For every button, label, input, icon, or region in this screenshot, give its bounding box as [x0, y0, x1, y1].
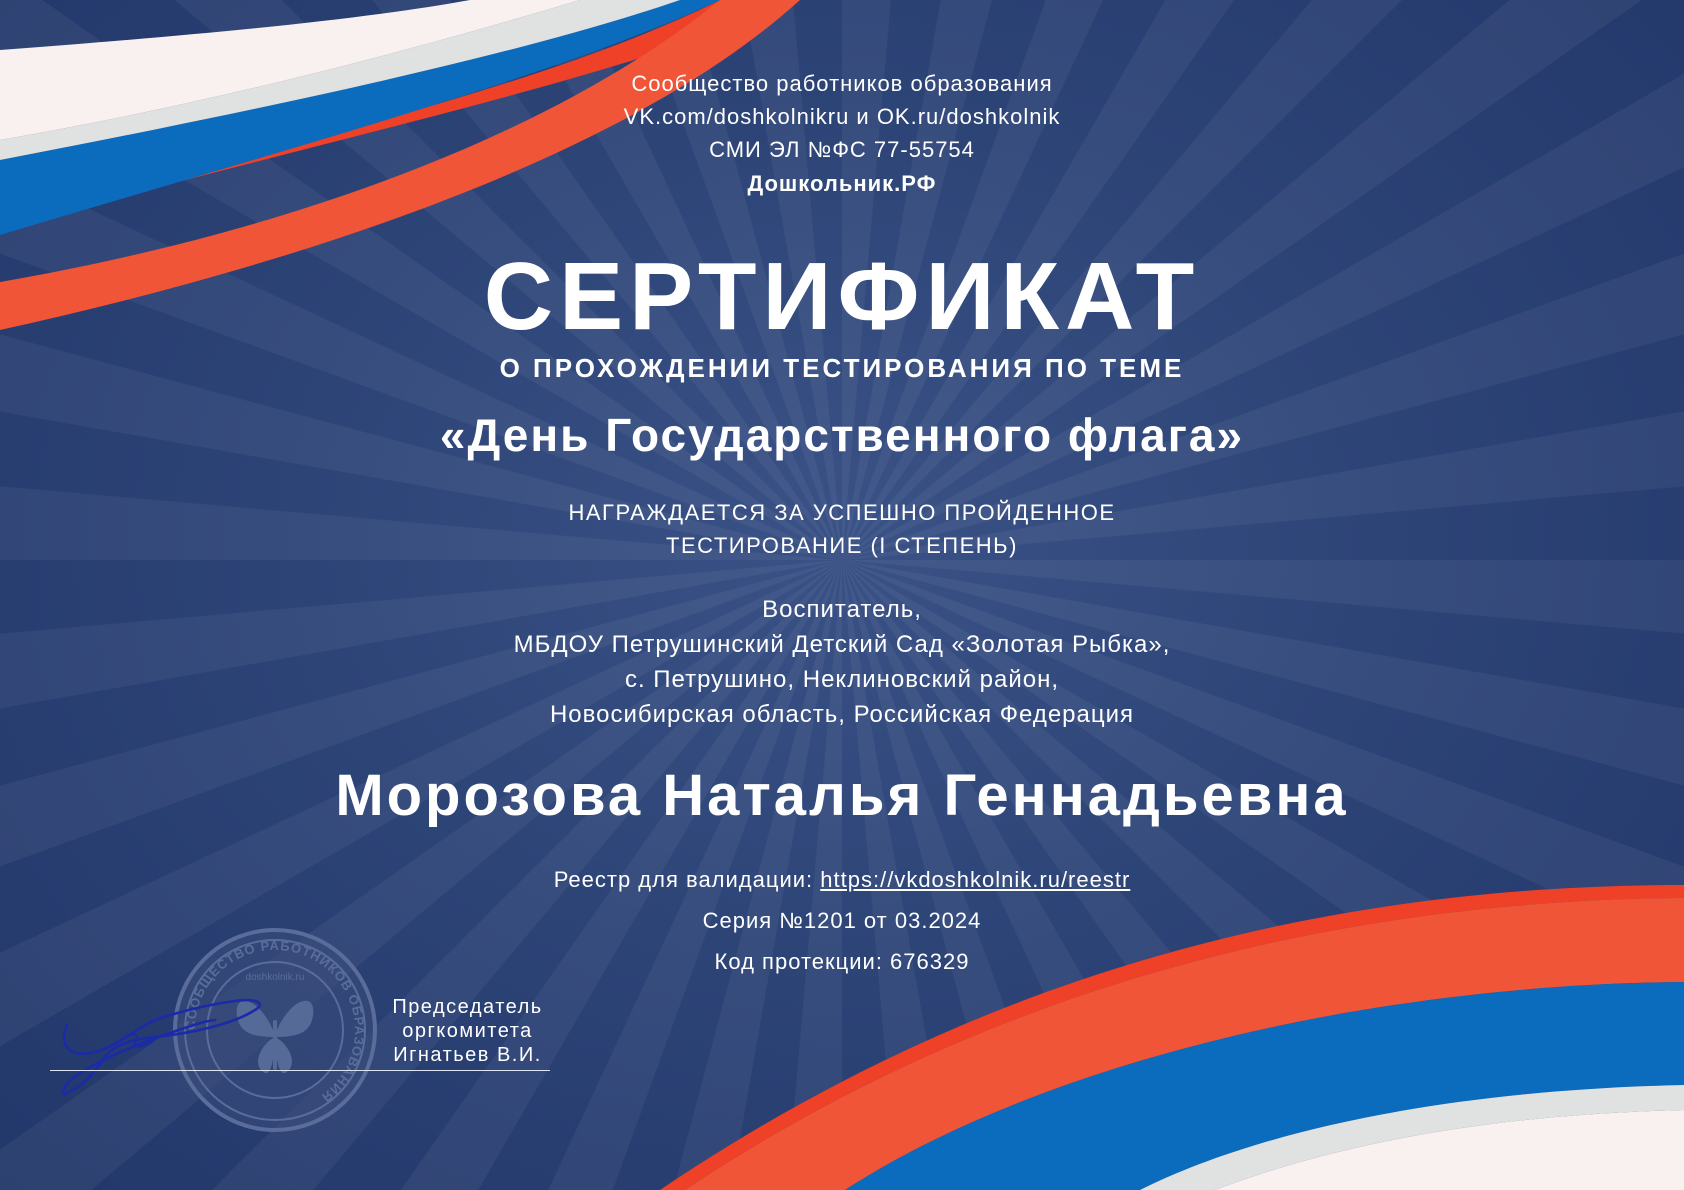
protection-code: Код протекции: 676329 — [714, 949, 970, 974]
header-community-line: Сообщество работников образования — [631, 71, 1053, 96]
registry-link[interactable]: https://vkdoshkolnik.ru/reestr — [820, 867, 1131, 892]
header-media-registration: СМИ ЭЛ №ФС 77-55754 — [709, 137, 975, 162]
recipient-name: Морозова Наталья Геннадьевна — [335, 763, 1349, 828]
recipient-region: Новосибирская область, Российская Федерация — [549, 701, 1135, 728]
signatory-name: Игнатьев В.И. — [393, 1044, 542, 1066]
testing-topic: «День Государственного флага» — [439, 409, 1245, 461]
stamp-outer-text: СООБЩЕСТВО РАБОТНИКОВ ОБРАЗОВАНИЯ — [182, 937, 368, 1106]
series-number: Серия №1201 от 03.2024 — [702, 908, 982, 933]
stamp-inner-text: doshkolnik.ru — [245, 972, 305, 983]
signatory-role-line-1: Председатель — [392, 996, 543, 1018]
signature — [55, 995, 270, 1100]
recipient-institution: МБДОУ Петрушинский Детский Сад «Золотая Рыбка», — [513, 631, 1171, 658]
header-site-name: Дошкольник.РФ — [747, 171, 937, 196]
signature-line — [50, 1070, 550, 1071]
signatory-role-line-2: оргкомитета — [402, 1020, 533, 1042]
award-text-line-2: ТЕСТИРОВАНИЕ (I СТЕПЕНЬ) — [666, 533, 1018, 558]
header-social-links: VK.com/doshkolnikru и OK.ru/doshkolnik — [623, 104, 1061, 129]
recipient-position: Воспитатель, — [762, 596, 922, 623]
certificate-subtitle: О ПРОХОЖДЕНИИ ТЕСТИРОВАНИЯ ПО ТЕМЕ — [499, 353, 1185, 383]
recipient-locality: с. Петрушино, Неклиновский район, — [624, 666, 1060, 693]
registry-label: Реестр для валидации: — [553, 867, 821, 892]
certificate-title: СЕРТИФИКАТ — [483, 243, 1201, 350]
registry-line — [0, 864, 1684, 896]
award-text-line-1: НАГРАЖДАЕТСЯ ЗА УСПЕШНО ПРОЙДЕННОЕ — [568, 500, 1116, 525]
